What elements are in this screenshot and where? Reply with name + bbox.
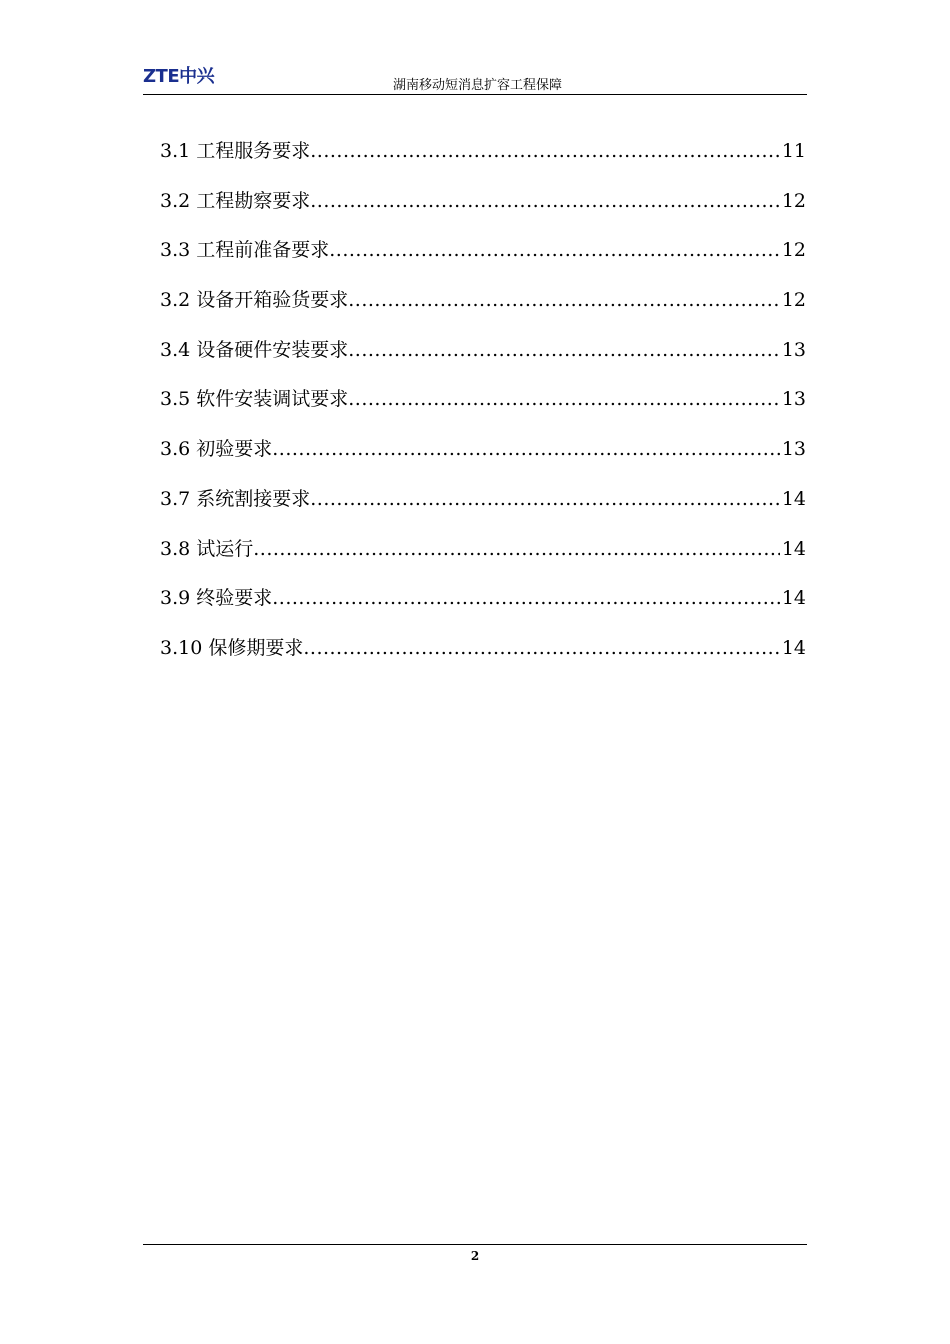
zte-logo: ZTE中兴 (143, 66, 215, 87)
toc-leader-dots (348, 285, 780, 315)
toc-entry-page: 13 (781, 338, 806, 361)
toc-leader-dots (310, 186, 780, 216)
toc-entry-label: 3.6 初验要求 (160, 438, 273, 461)
toc-entry[interactable] (160, 335, 806, 385)
toc-entry[interactable] (160, 534, 806, 584)
toc-entry[interactable] (160, 186, 806, 236)
toc-leader-dots (348, 335, 780, 365)
toc-entry-page: 12 (781, 239, 806, 262)
toc-entry-page: 12 (781, 189, 806, 212)
toc-leader-dots (272, 434, 780, 464)
toc-entry-label: 3.10 保修期要求 (160, 636, 304, 659)
toc-entry-page: 13 (781, 438, 806, 461)
toc-entry-label: 3.9 终验要求 (160, 587, 273, 610)
toc-entry[interactable] (160, 434, 806, 484)
toc-entry[interactable] (160, 136, 806, 186)
toc-entry-label: 3.3 工程前准备要求 (160, 239, 330, 262)
header-title: 湖南移动短消息扩容工程保障 (393, 78, 563, 93)
toc-entry-label: 3.1 工程服务要求 (160, 140, 311, 162)
toc-entry[interactable] (160, 484, 806, 534)
toc-entry-label: 3.4 设备硬件安装要求 (160, 338, 349, 361)
toc-entry[interactable] (160, 235, 806, 285)
toc-entry-label: 3.7 系统割接要求 (160, 487, 311, 510)
toc-entry[interactable] (160, 583, 806, 633)
page-footer (143, 1244, 807, 1263)
toc-entry-label: 3.8 试运行 (160, 537, 254, 560)
toc-entry-label: 3.2 设备开箱验货要求 (160, 289, 349, 312)
page-number: 2 (470, 1249, 480, 1263)
page-header (143, 66, 807, 95)
toc-entry[interactable] (160, 384, 806, 434)
toc-entry-page: 14 (781, 587, 806, 610)
toc-leader-dots (329, 235, 780, 265)
toc-leader-dots (303, 633, 779, 663)
toc-entry-label: 3.2 工程勘察要求 (160, 189, 311, 212)
toc-entry-page: 14 (781, 636, 806, 659)
toc-entry-page: 14 (781, 537, 806, 560)
toc-leader-dots (348, 384, 780, 414)
table-of-contents (160, 136, 806, 683)
toc-entry-label: 3.5 软件安装调试要求 (160, 388, 349, 411)
toc-entry-page: 14 (781, 487, 806, 510)
toc-entry-page: 13 (781, 388, 806, 411)
toc-entry[interactable] (160, 285, 806, 335)
toc-leader-dots (253, 534, 780, 564)
toc-entry[interactable] (160, 633, 806, 683)
toc-leader-dots (310, 136, 780, 166)
toc-entry-page: 12 (781, 289, 806, 312)
toc-leader-dots (272, 583, 780, 613)
toc-entry-page: 11 (781, 140, 806, 162)
toc-leader-dots (310, 484, 780, 514)
